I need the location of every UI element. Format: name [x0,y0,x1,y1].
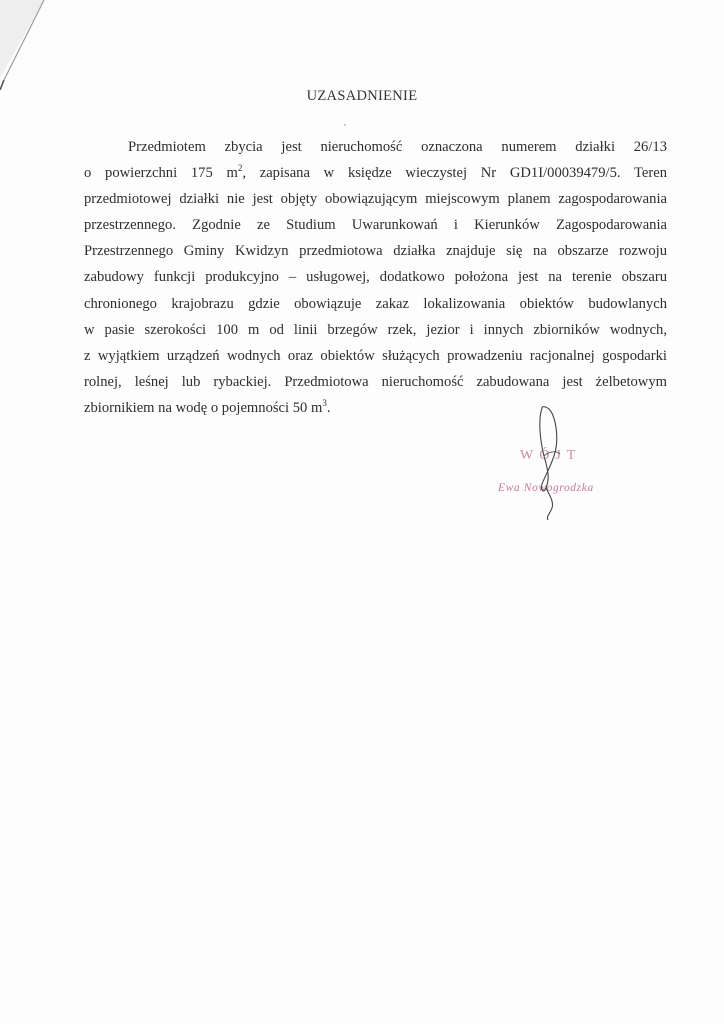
text-fragment: , zapisana w księdze wieczystej Nr GD1I/00039479/5. Teren [242,165,667,182]
scan-dot [344,124,346,126]
document-body [84,134,667,421]
stamp-title: WÓJT [520,448,582,463]
handwritten-signature [520,400,580,530]
paragraph-line: przedmiotowej działki nie jest objęty obowiązującym miejscowym planem zagospodarowania [84,191,667,208]
text-fragment: o powierzchni 175 m [84,165,238,182]
paragraph-line: Przedmiotem zbycia jest nieruchomość oznaczona numerem działki 26/13 [128,139,667,155]
paragraph-line: zabudowy funkcji produkcyjno – usługowej, dodatkowo położona jest na terenie obszaru [84,269,667,286]
paragraph-line: rolnej, leśnej lub rybackiej. Przedmiotowa nieruchomość zabudowana jest żelbetowym [84,373,667,390]
paragraph-line [84,160,667,186]
area-superscript: 2 [237,163,243,174]
paragraph-line: Przestrzennego Gminy Kwidzyn przedmiotowa działka znajduje się na obszarze rozwoju [84,243,667,260]
scan-corner-shadow [0,0,60,90]
stamp-name: Ewa Nowogrodzka [498,482,594,494]
volume-superscript: 3 [322,397,327,408]
text-fragment: zbiornikiem na wodę o pojemności 50 m [84,399,323,416]
paragraph-line: z wyjątkiem urządzeń wodnych oraz obiektów służących prowadzeniu racjonalnej gospodarki [84,347,667,364]
paragraph-line: przestrzennego. Zgodnie ze Studium Uwarunkowań i Kierunków Zagospodarowania [84,217,667,234]
text-fragment: . [326,399,331,416]
document-title: UZASADNIENIE [306,88,418,104]
paragraph-line: chronionego krajobrazu gdzie obowiązuje zakaz lokalizowania obiektów budowlanych [84,295,667,312]
paragraph-line: w pasie szerokości 100 m od linii brzegów rzek, jezior i innych zbiorników wodnych, [84,321,667,338]
